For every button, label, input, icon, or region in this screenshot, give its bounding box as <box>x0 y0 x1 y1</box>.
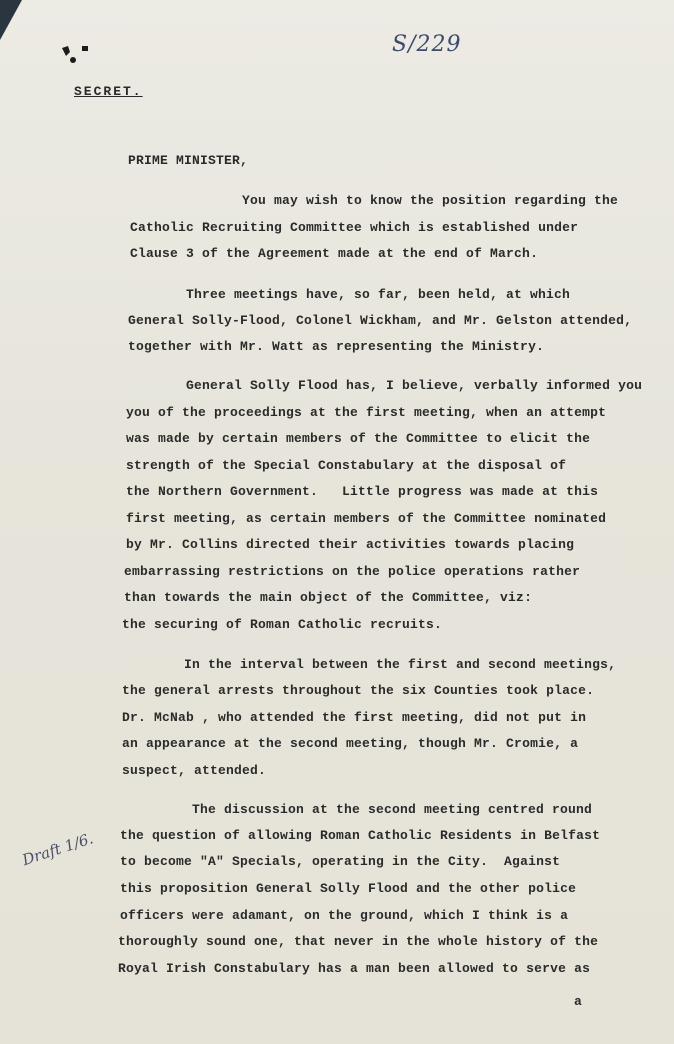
body-line: suspect, attended. <box>122 763 267 778</box>
body-line: the Northern Government. Little progress was made at this <box>126 484 599 499</box>
salutation: PRIME MINISTER, <box>128 153 249 168</box>
body-line: to become "A" Specials, operating in the City. Against <box>120 854 561 869</box>
body-line: officers were adamant, on the ground, which I think is a <box>120 908 569 923</box>
punch-hole-mark-icon <box>60 42 90 66</box>
reference-number: S/229 <box>392 32 462 57</box>
handwritten-margin-note: Draft 1/6. <box>20 829 96 870</box>
body-line: Three meetings have, so far, been held, at which <box>186 287 571 302</box>
body-line: was made by certain members of the Committee to elicit the <box>126 431 591 446</box>
body-line: You may wish to know the position regarding the <box>242 193 619 208</box>
body-line: strength of the Special Constabulary at the disposal of <box>126 458 567 473</box>
body-line: Catholic Recruiting Committee which is established under <box>130 220 579 235</box>
body-line: Dr. McNab , who attended the first meeting, did not put in <box>122 710 587 725</box>
body-line: General Solly-Flood, Colonel Wickham, and Mr. Gelston attended, <box>128 313 633 328</box>
body-line: Clause 3 of the Agreement made at the end of March. <box>130 246 539 261</box>
body-line: General Solly Flood has, I believe, verbally informed you <box>186 378 643 393</box>
body-line: The discussion at the second meeting centred round <box>192 802 593 817</box>
body-line: first meeting, as certain members of the Committee nominated <box>126 511 607 526</box>
body-line: Royal Irish Constabulary has a man been allowed to serve as <box>118 961 591 976</box>
body-line: the general arrests throughout the six Counties took place. <box>122 683 595 698</box>
body-line: the question of allowing Roman Catholic Residents in Belfast <box>120 828 601 843</box>
body-line: In the interval between the first and second meetings, <box>184 657 617 672</box>
body-line: together with Mr. Watt as representing the Ministry. <box>128 339 545 354</box>
body-line: this proposition General Solly Flood and the other police <box>120 881 577 896</box>
body-line: you of the proceedings at the first meeting, when an attempt <box>126 405 607 420</box>
catchword: a <box>574 994 582 1009</box>
scan-corner <box>0 0 22 40</box>
body-line: by Mr. Collins directed their activities towards placing <box>126 537 575 552</box>
body-line: an appearance at the second meeting, though Mr. Cromie, a <box>122 736 579 751</box>
classification-heading: SECRET. <box>74 84 143 99</box>
body-line: than towards the main object of the Committee, viz: <box>124 590 533 605</box>
body-line: embarrassing restrictions on the police operations rather <box>124 564 581 579</box>
body-line: thoroughly sound one, that never in the whole history of the <box>118 934 599 949</box>
body-line: the securing of Roman Catholic recruits. <box>122 617 443 632</box>
